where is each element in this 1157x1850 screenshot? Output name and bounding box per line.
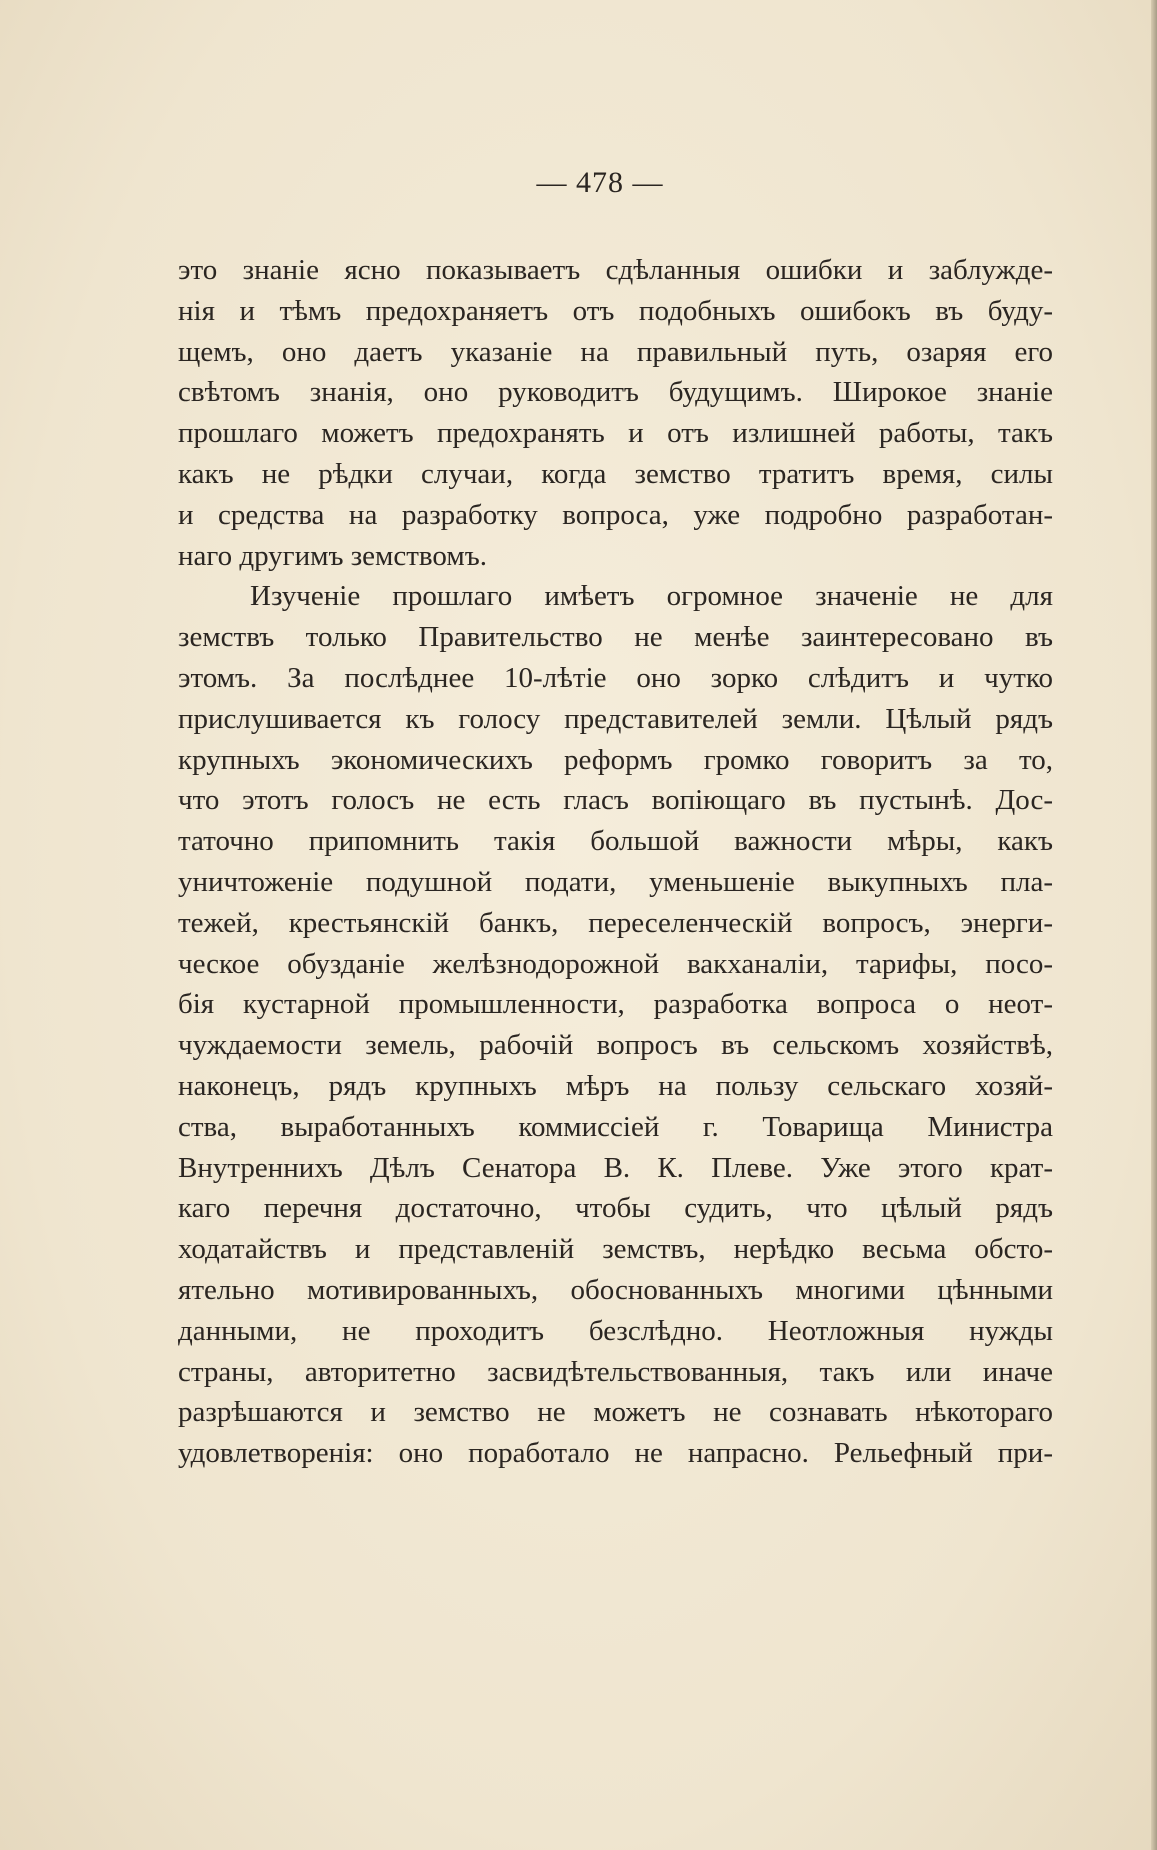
text-line: прошлаго можетъ предохранять и отъ излишней работы, такъ (178, 417, 1053, 450)
text-line: страны, авторитетно засвидѣтельствованныя, такъ или иначе (178, 1355, 1053, 1388)
text-line: наго другимъ земствомъ. (178, 539, 487, 572)
text-line: ходатайствъ и представленій земствъ, нерѣдко весьма обсто- (178, 1233, 1053, 1266)
text-line: тежей, крестьянскій банкъ, переселенческій вопросъ, энерги- (178, 906, 1053, 939)
text-line: уничтоженіе подушной подати, уменьшеніе выкупныхъ пла- (178, 865, 1053, 898)
text-line: разрѣшаются и земство не можетъ не сознавать нѣкотораго (178, 1396, 1053, 1429)
text-line: это знаніе ясно показываетъ сдѣланныя ошибки и заблужде- (178, 254, 1053, 286)
text-line: бія кустарной промышленности, разработка вопроса о неот- (178, 988, 1053, 1021)
text-line: таточно припомнить такія большой важности мѣры, какъ (178, 825, 1053, 858)
text-line: ства, выработанныхъ коммиссіей г. Товарища Министра (178, 1110, 1053, 1143)
text-line: земствъ только Правительство не менѣе заинтересовано въ (178, 621, 1053, 654)
paragraph-2 (178, 576, 1053, 1474)
text-line: ятельно мотивированныхъ, обоснованныхъ многими цѣнными (178, 1273, 1053, 1306)
text-line: нія и тѣмъ предохраняетъ отъ подобныхъ ошибокъ въ буду- (178, 294, 1053, 327)
text-line: щемъ, оно даетъ указаніе на правильный путь, озаряя его (178, 335, 1053, 368)
text-line: Внутреннихъ Дѣлъ Сенатора В. К. Плеве. Уже этого крат- (178, 1151, 1053, 1184)
paragraph-1 (178, 250, 1053, 576)
text-line: каго перечня достаточно, чтобы судить, что цѣлый рядъ (178, 1192, 1053, 1225)
text-line: что этотъ голосъ не есть гласъ вопіющаго въ пустынѣ. Дос- (178, 784, 1053, 817)
text-line: данными, не проходитъ безслѣдно. Неотложныя нужды (178, 1314, 1053, 1347)
text-line: этомъ. За послѣднее 10-лѣтіе оно зорко слѣдитъ и чутко (178, 661, 1053, 694)
text-line: чуждаемости земель, рабочій вопросъ въ сельскомъ хозяйствѣ, (178, 1029, 1053, 1062)
text-line: Изученіе прошлаго имѣетъ огромное значеніе не для (250, 580, 1053, 613)
text-line: свѣтомъ знанія, оно руководитъ будущимъ. Широкое знаніе (178, 376, 1053, 409)
text-line: прислушивается къ голосу представителей земли. Цѣлый рядъ (178, 702, 1053, 735)
text-line: ческое обузданіе желѣзнодорожной вакханаліи, тарифы, посо- (178, 947, 1053, 980)
text-line: удовлетворенія: оно поработало не напрасно. Рельефный при- (178, 1437, 1053, 1470)
text-line: и средства на разработку вопроса, уже подробно разработан- (178, 498, 1053, 531)
text-line: наконецъ, рядъ крупныхъ мѣръ на пользу сельскаго хозяй- (178, 1069, 1053, 1102)
text-line: крупныхъ экономическихъ реформъ громко говоритъ за то, (178, 743, 1053, 776)
text-line: какъ не рѣдки случаи, когда земство тратитъ время, силы (178, 457, 1053, 490)
page-edge (1151, 0, 1157, 1850)
page-number: — 478 — (536, 166, 664, 199)
body-text (178, 250, 1053, 1474)
